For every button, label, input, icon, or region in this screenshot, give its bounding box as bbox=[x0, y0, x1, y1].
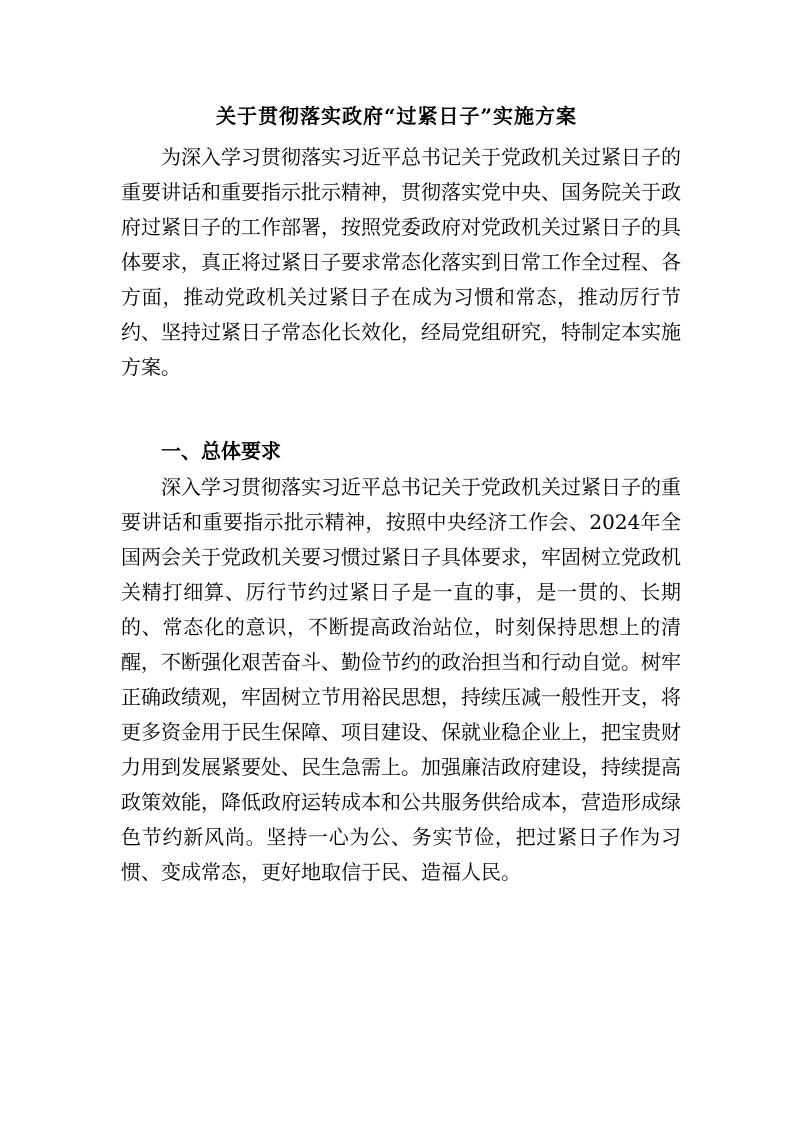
intro-paragraph: 为深入学习贯彻落实习近平总书记关于党政机关过紧日子的重要讲话和重要指示批示精神，贯彻落实党中央、国务院关于政府过紧日子的工作部署，按照党委政府对党政机关过紧日子的具体要求，真正将过紧日子要求常态化落实到日常工作全过程、各方面，推动党政机关过紧日子在成为习惯和常态，推动厉行节约、坚持过紧日子常态化长效化，经局党组研究，特制定本实施方案。 bbox=[121, 145, 681, 379]
document-title: 关于贯彻落实政府“过紧日子”实施方案 bbox=[215, 104, 577, 128]
section-heading: 一、总体要求 bbox=[161, 439, 281, 463]
section-paragraph: 深入学习贯彻落实习近平总书记关于党政机关过紧日子的重要讲话和重要指示批示精神，按照中央经济工作会、2024年全国两会关于党政机关要习惯过紧日子具体要求，牢固树立党政机关精打细算、厉行节约过紧日子是一直的事，是一贯的、长期的、常态化的意识，不断提高政治站位，时刻保持思想上的清醒，不断强化艰苦奋斗、勤俭节约的政治担当和行动自觉。树牢正确政绩观，牢固树立节用裕民思想，持续压减一般性开支，将更多资金用于民生保障、项目建设、保就业稳企业上，把宝贵财力用到发展紧要处、民生急需上。加强廉洁政府建设，持续提高政策效能，降低政府运转成本和公共服务供给成本，营造形成绿色节约新风尚。坚持一心为公、务实节俭，把过紧日子作为习惯、变成常态，更好地取信于民、造福人民。 bbox=[121, 475, 681, 884]
